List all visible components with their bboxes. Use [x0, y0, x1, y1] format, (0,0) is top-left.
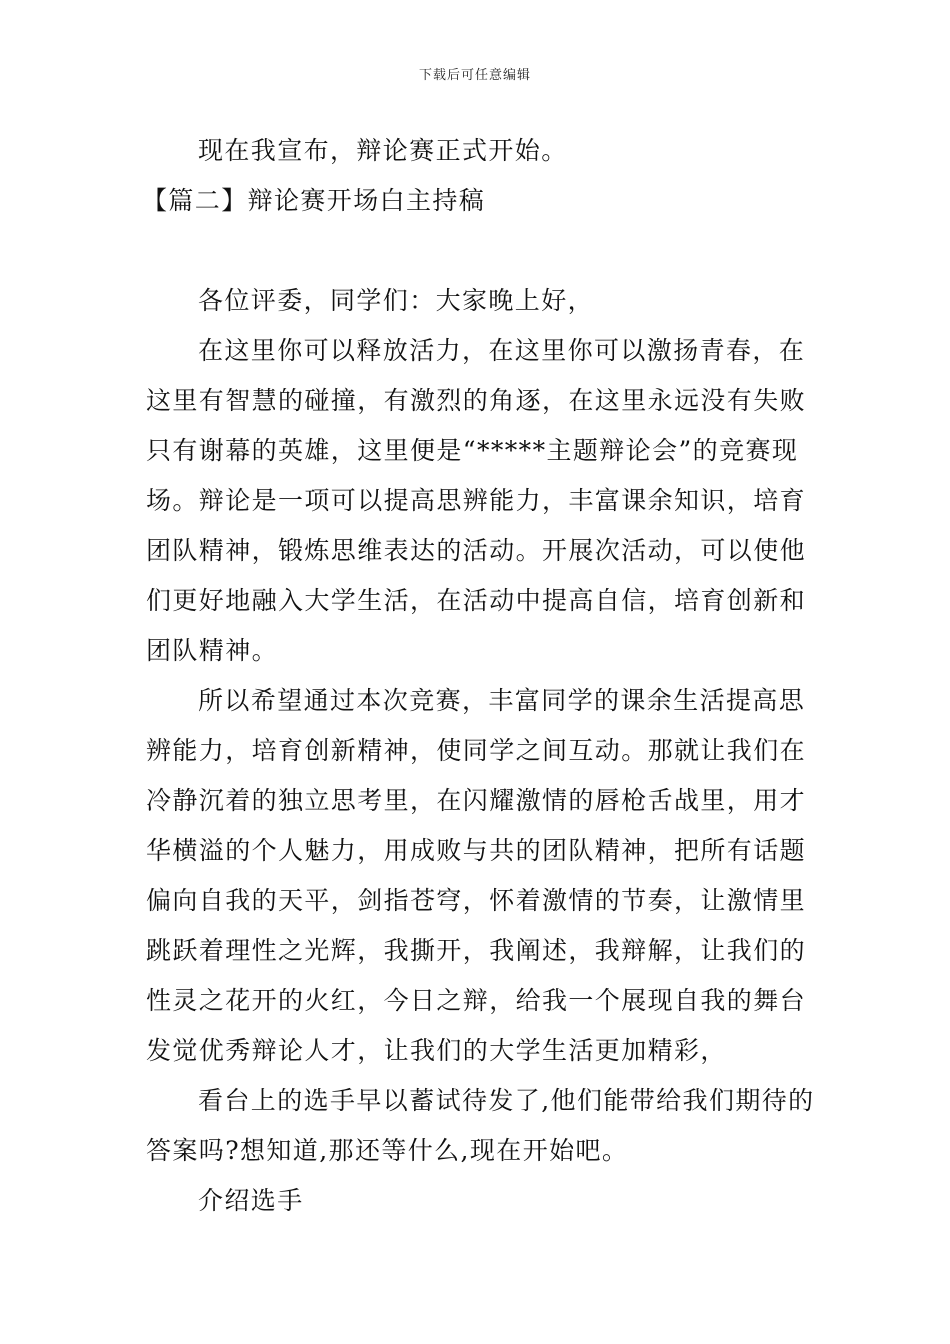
- paragraph-3: [146, 1076, 815, 1176]
- paragraph-2: [146, 676, 808, 1076]
- paragraph-line: 们更好地融入大学生活，在活动中提高自信，培育创新和: [146, 586, 807, 615]
- paragraph-line: 团队精神，锻炼思维表达的活动。开展次活动，可以使他: [146, 536, 807, 565]
- paragraph-1: [146, 326, 808, 676]
- paragraph-line: 偏向自我的天平，剑指苍穹，怀着激情的节奏，让激情里: [146, 886, 807, 915]
- greeting-line: 各位评委，同学们：大家晚上好，: [198, 286, 595, 315]
- paragraph-line: 在这里你可以释放活力，在这里你可以激扬青春，在: [198, 336, 806, 365]
- header-note: 下载后可任意编辑: [418, 68, 531, 83]
- opening-line: 现在我宣布，辩论赛正式开始。: [198, 136, 568, 165]
- paragraph-line: 答案吗?想知道,那还等什么,现在开始吧。: [146, 1136, 629, 1165]
- paragraph-line: 看台上的选手早以蓄试待发了,他们能带给我们期待的: [198, 1086, 815, 1115]
- paragraph-line: 只有谢幕的英雄，这里便是“*****主题辩论会”的竞赛现: [146, 436, 799, 465]
- paragraph-line: 性灵之花开的火红，今日之辩，给我一个展现自我的舞台: [146, 986, 807, 1015]
- paragraph-line: 冷静沉着的独立思考里，在闪耀激情的唇枪舌战里，用才: [146, 786, 807, 815]
- paragraph-line: 发觉优秀辩论人才，让我们的大学生活更加精彩，: [146, 1036, 727, 1065]
- section-title: 【篇二】辩论赛开场白主持稿: [142, 186, 486, 215]
- document-body: [142, 126, 815, 1226]
- blank-line: [146, 226, 808, 276]
- paragraph-line: 所以希望通过本次竞赛，丰富同学的课余生活提高思: [198, 686, 806, 715]
- paragraph-line: 场。辩论是一项可以提高思辨能力，丰富课余知识，培育: [146, 486, 807, 515]
- paragraph-line: 这里有智慧的碰撞，有激烈的角逐，在这里永远没有失败: [146, 386, 807, 415]
- paragraph-line: 华横溢的个人魅力，用成败与共的团队精神，把所有话题: [146, 836, 807, 865]
- paragraph-line: 跳跃着理性之光辉，我撕开，我阐述，我辩解，让我们的: [146, 936, 807, 965]
- closing-line: 介绍选手: [198, 1186, 304, 1215]
- paragraph-line: 辨能力，培育创新精神，使同学之间互动。那就让我们在: [146, 736, 807, 765]
- paragraph-line: 团队精神。: [146, 636, 279, 665]
